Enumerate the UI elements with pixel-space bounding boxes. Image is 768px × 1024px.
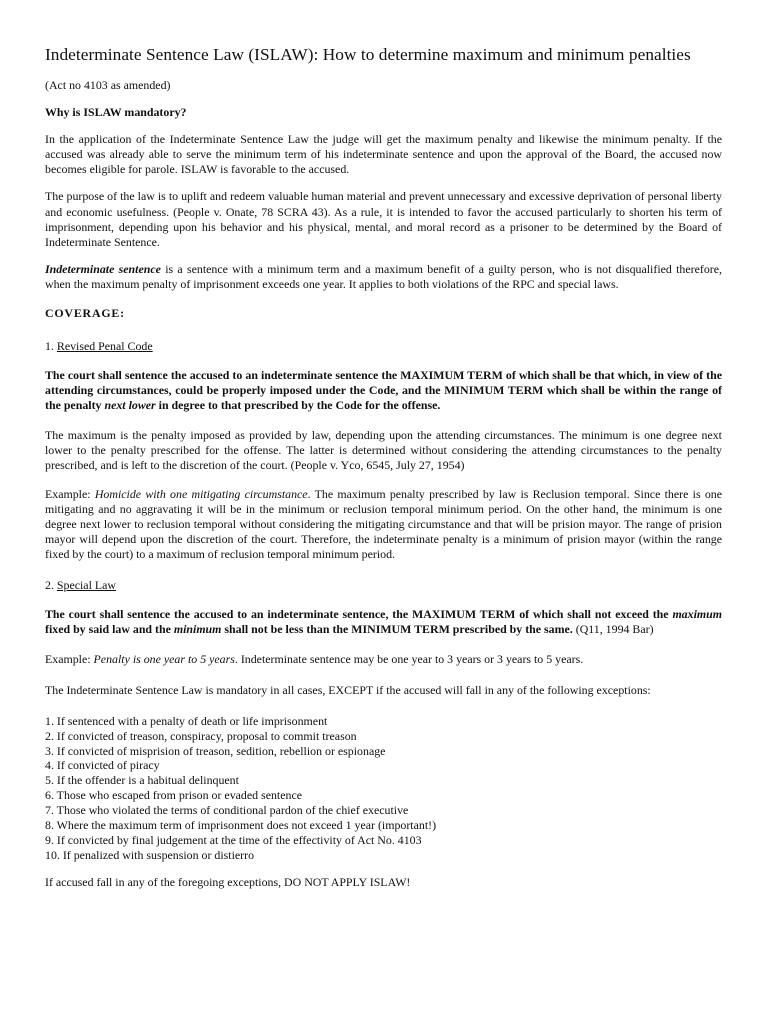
special-law-example xyxy=(45,652,722,667)
rpc-rule xyxy=(45,368,722,413)
intro-paragraph-2: The purpose of the law is to uplift and redeem valuable human material and prevent unnecessary and excessive deprivation of personal liberty and economic usefulness. (People v. Onate, 78 SCRA 43). As a rule, it is intended to favor the accused particularly to shorten his term of imprisonment, depending upon his behavior and his physical, mental, and moral record as a prisoner to be determined by the Board of Indeterminate Sentence. xyxy=(45,189,722,249)
special-rule-reference: (Q11, 1994 Bar) xyxy=(572,622,654,637)
special-example-text: . Indeterminate sentence may be one year to 3 years or 3 years to 5 years. xyxy=(234,651,584,666)
defined-term: Indeterminate sentence xyxy=(45,261,161,276)
rpc-rule-text-a: The court shall sentence the accused to an indeterminate sentence the MAXIMUM TERM of which shall be that which, in view of the attending circumstances, could be properly imposed under the Code, and the MINIMUM TERM which shall be within the range of the penalty xyxy=(45,368,722,413)
list-item: 7. Those who violated the terms of conditional pardon of the chief executive xyxy=(45,803,409,818)
list-item: 10. If penalized with suspension or distierro xyxy=(45,847,255,862)
special-rule-text-b: fixed by said law and the xyxy=(45,622,174,637)
list-item: 3. If convicted of misprision of treason, sedition, rebellion or espionage xyxy=(45,743,386,758)
special-example-case: Penalty is one year to 5 years xyxy=(93,651,235,666)
rpc-rule-emphasis: next lower xyxy=(104,398,156,413)
exceptions-list xyxy=(45,714,722,863)
rpc-explanation: The maximum is the penalty imposed as provided by law, depending upon the attending circumstances. The minimum is one degree next lower to the penalty prescribed for the offense. The latter is determined without considering the attending circumstances to the penalty prescribed, and is left to the discretion of the court. (People v. Yco, 6545, July 27, 1954) xyxy=(45,427,722,472)
rpc-example-text: . The maximum penalty prescribed by law is Reclusion temporal. Since there is one mitigating and no aggravating it will be in the minimum or reclusion temporal minimum period. On the other hand, the minimum is one degree next lower to reclusion temporal without considering the mitigating circumstance and that will be prision mayor. The range of prision mayor will depend upon the discretion of the court. Therefore, the indeterminate penalty is a minimum of prision mayor (within the range fixed by the court) to a maximum of reclusion temporal minimum period. xyxy=(45,486,722,562)
special-law-rule xyxy=(45,607,722,637)
special-law-subheading xyxy=(45,578,722,593)
special-rule-emphasis-2: minimum xyxy=(173,622,222,637)
rpc-number: 1. xyxy=(45,339,57,354)
list-item: 5. If the offender is a habitual delinquent xyxy=(45,773,239,788)
rpc-example xyxy=(45,487,722,562)
coverage-heading: COVERAGE: xyxy=(45,306,125,321)
exceptions-intro: The Indeterminate Sentence Law is mandatory in all cases, EXCEPT if the accused will fall in any of the following exceptions: xyxy=(45,682,651,697)
special-law-number: 2. xyxy=(45,578,57,593)
rpc-example-label: Example: xyxy=(45,486,95,501)
rpc-subheading xyxy=(45,339,722,354)
special-rule-emphasis-1: maximum xyxy=(672,607,722,622)
special-rule-text-a: The court shall sentence the accused to an indeterminate sentence, the MAXIMUM TERM of which shall not exceed the xyxy=(45,607,673,622)
list-item: 4. If convicted of piracy xyxy=(45,758,160,773)
special-example-label: Example: xyxy=(45,651,94,666)
rpc-example-case: Homicide with one mitigating circumstance xyxy=(94,486,308,501)
list-item: 1. If sentenced with a penalty of death or life imprisonment xyxy=(45,713,328,728)
list-item: 6. Those who escaped from prison or evaded sentence xyxy=(45,788,302,803)
list-item: 9. If convicted by final judgement at the time of the effectivity of Act No. 4103 xyxy=(45,832,422,847)
act-reference: (Act no 4103 as amended) xyxy=(45,78,171,92)
special-rule-text-c: shall not be less than the MINIMUM TERM prescribed by the same. xyxy=(221,622,573,637)
rpc-label: Revised Penal Code xyxy=(56,339,153,354)
page-title: Indeterminate Sentence Law (ISLAW): How to determine maximum and minimum penalties xyxy=(45,45,691,64)
special-law-label: Special Law xyxy=(56,578,116,593)
list-item: 2. If convicted of treason, conspiracy, proposal to commit treason xyxy=(45,728,357,743)
rpc-rule-text-b: in degree to that prescribed by the Code for the offense. xyxy=(155,398,441,413)
definition-paragraph xyxy=(45,262,722,292)
question-heading: Why is ISLAW mandatory? xyxy=(45,105,187,120)
intro-paragraph-1: In the application of the Indeterminate Sentence Law the judge will get the maximum penalty and likewise the minimum penalty. If the accused was already able to serve the minimum term of his indeterminate sentence and upon the approval of the Board, the accused now becomes eligible for parole. ISLAW is favorable to the accused. xyxy=(45,132,722,177)
conclusion: If accused fall in any of the foregoing exceptions, DO NOT APPLY ISLAW! xyxy=(45,874,411,889)
list-item: 8. Where the maximum term of imprisonment does not exceed 1 year (important!) xyxy=(45,818,437,833)
definition-text: is a sentence with a minimum term and a maximum benefit of a guilty person, who is not disqualified therefore, when the maximum penalty of imprisonment exceeds one year. It applies to both violations of the RPC and special laws. xyxy=(45,261,722,291)
